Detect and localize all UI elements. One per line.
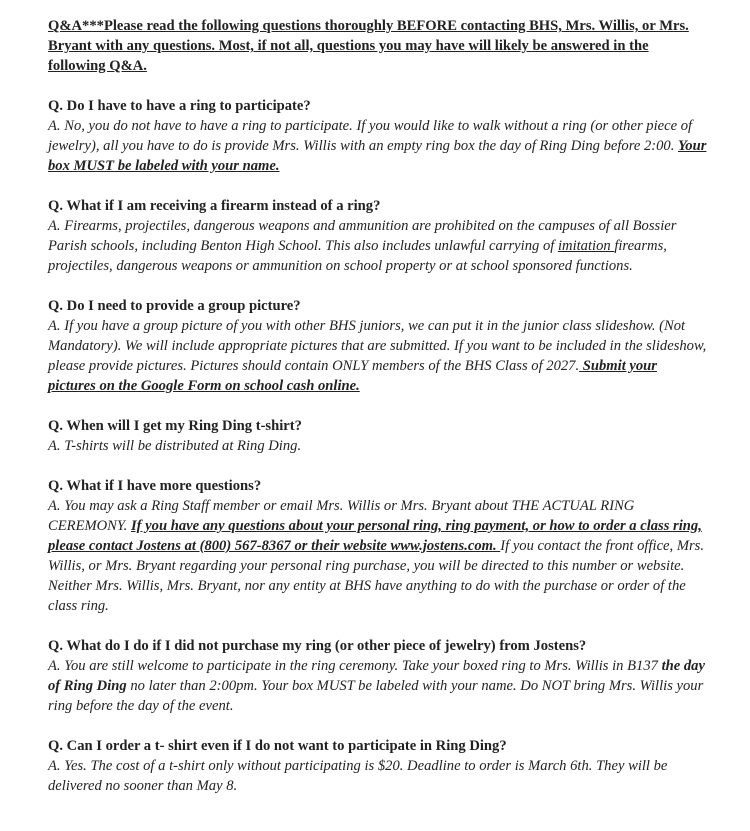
answer: A. T-shirts will be distributed at Ring Ding. (48, 438, 302, 454)
question: Q. Do I have to have a ring to participate? (48, 98, 311, 114)
answer (48, 496, 708, 616)
qa-item-tshirt-only (48, 736, 708, 796)
answer-text: A. If you have a group picture of you with other BHS juniors, we can put it in the junior class slideshow. (Not Mandatory). We will include appropriate pictures that are submitted. If you want to be included in the slideshow, please provide pictures. Pictures should contain ONLY members of the BHS Class of 2027. (48, 318, 707, 374)
answer: A. Yes. The cost of a t-shirt only without participating is $20. Deadline to order is March 6th. They will be delivered no sooner than May 8. (48, 758, 668, 794)
answer-text: A. No, you do not have to have a ring to participate. If you would like to walk without a ring (or other piece of jewelry), all you have to do is provide Mrs. Willis with an empty ring box the day of Ring Ding before 2:00. (48, 118, 693, 154)
qa-item-non-jostens (48, 636, 708, 716)
answer-emphasis: Submit your pictures on the Google Form on school cash online. (48, 358, 657, 394)
qa-item-ring-required (48, 96, 708, 176)
document-page (48, 16, 708, 816)
answer (48, 216, 708, 276)
answer-underline: imitation (557, 238, 615, 254)
answer-text: A. You are still welcome to participate in the ring ceremony. Take your boxed ring to Mrs. Willis in B137 (48, 658, 662, 674)
answer-text: A. Firearms, projectiles, dangerous weapons and ammunition are prohibited on the campuses of all Bossier Parish schools, including Benton High School. This also includes unlawful carrying of (48, 218, 677, 254)
qa-item-group-picture (48, 296, 708, 396)
qa-item-tshirt (48, 416, 708, 456)
answer-bold: the day of Ring Ding (48, 658, 705, 694)
answer-emphasis: Your box MUST be labeled with your name. (48, 138, 707, 174)
question: Q. Can I order a t- shirt even if I do not want to participate in Ring Ding? (48, 738, 507, 754)
answer-text: A. You may ask a Ring Staff member or email Mrs. Willis or Mrs. Bryant about THE ACTUAL RING CEREMONY. (48, 498, 635, 534)
answer (48, 116, 708, 176)
answer-text: firearms, projectiles, dangerous weapons or ammunition on school property or at school sponsored functions. (48, 238, 667, 274)
answer-text: no later than 2:00pm. Your box MUST be labeled with your name. Do NOT bring Mrs. Willis your ring before the day of the event. (48, 678, 704, 714)
question: Q. What if I have more questions? (48, 478, 262, 494)
answer-text: If you contact the front office, Mrs. Willis, or Mrs. Bryant regarding your personal ring purchase, you will be directed to this number or website. Neither Mrs. Willis, Mrs. Bryant, nor any entity at BHS have anything to do with the purchase or order of the class ring. (48, 538, 704, 614)
answer (48, 656, 708, 716)
question: Q. What if I am receiving a firearm instead of a ring? (48, 198, 381, 214)
qa-item-firearm (48, 196, 708, 276)
question: Q. When will I get my Ring Ding t-shirt? (48, 418, 302, 434)
answer (48, 316, 708, 396)
question: Q. Do I need to provide a group picture? (48, 298, 301, 314)
question: Q. What do I do if I did not purchase my ring (or other piece of jewelry) from Jostens? (48, 638, 587, 654)
answer-emphasis: If you have any questions about your personal ring, ring payment, or how to order a class ring, please contact Jostens at (800) 567-8367 or their website www.jostens.com. (48, 518, 702, 554)
qa-item-more-questions (48, 476, 708, 616)
intro-heading: Q&A***Please read the following questions thoroughly BEFORE contacting BHS, Mrs. Willis, or Mrs. Bryant with any questions. Most, if not all, questions you may have will likely be answered in the following Q&A. (48, 18, 689, 74)
